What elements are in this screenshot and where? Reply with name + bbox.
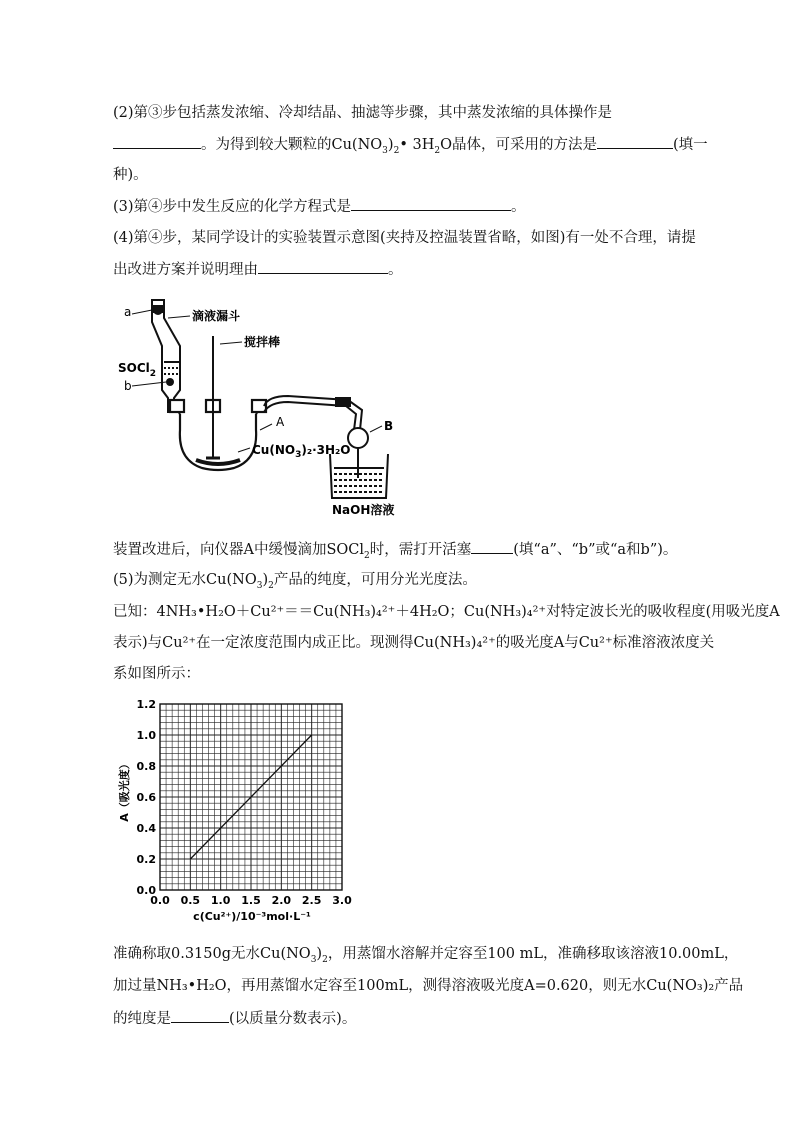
answer-blank-4b[interactable] (471, 539, 513, 554)
answer-blank-2b[interactable] (597, 134, 673, 149)
leader-stirrer (220, 342, 242, 344)
y-tick-label: 1.0 (136, 729, 156, 742)
y-tick-label: 0.6 (136, 791, 156, 804)
x-tick-label: 3.0 (332, 894, 352, 907)
answer-blank-3[interactable] (351, 196, 511, 211)
q4-line2: 出改进方案并说明理由 。 (113, 259, 403, 280)
q5-line1: (5)为测定无水$Cu(NO_3)_2$产品的纯度，可用分光光度法。 (113, 572, 477, 591)
q5b-line1: 准确称取0.3150g无水$Cu(NO_3)_2$，用蒸馏水溶解并定容至100 mL，准确移取该溶液10.00mL， (113, 946, 739, 965)
chart-ylabel: A（吸光度） (118, 758, 131, 822)
q4-line1: (4)第④步，某同学设计的实验装置示意图(夹持及控温装置省略，如图)有一处不合理，请提 (113, 230, 696, 246)
stopcock-a-icon[interactable] (153, 305, 163, 315)
q5b-line2: 加过量NH₃•H₂O，再用蒸馏水定容至100mL，测得溶液吸光度A=0.620，则无水Cu(NO₃)₂产品 (113, 978, 744, 994)
y-tick-label: 0.0 (136, 884, 156, 897)
answer-blank-2a[interactable] (113, 134, 201, 149)
answer-blank-4[interactable] (258, 259, 388, 274)
x-tick-label: 1.0 (210, 894, 231, 907)
q4b-line: 装置改进后，向仪器A中缓慢滴加SOCl$_2$时，需打开活塞 (填“a”、“b”或“a和b”)。 (113, 539, 677, 560)
x-tick-label: 0.5 (180, 894, 201, 907)
label-stirrer: 搅拌棒 (244, 335, 281, 349)
label-bulb-B: B (384, 419, 394, 433)
absorbance-chart (112, 694, 362, 926)
q2-line1: (2)第③步包括蒸发浓缩、冷却结晶、抽滤等步骤，其中蒸发浓缩的具体操作是 (113, 105, 613, 121)
chart-xlabel: c(Cu²⁺)/10⁻³mol·L⁻¹ (193, 910, 311, 923)
q5-line3: 表示)与Cu²⁺在一定浓度范围内成正比。现测得Cu(NH₃)₄²⁺的吸光度A与Cu²⁺标准溶液浓度关 (113, 635, 715, 651)
q5-line2: 已知：4NH₃•H₂O＋Cu²⁺＝＝Cu(NH₃)₄²⁺＋4H₂O；Cu(NH₃)₄²⁺对特定波长光的吸收程度(用吸光度A (113, 604, 780, 620)
x-tick-label: 2.0 (271, 894, 292, 907)
answer-blank-5[interactable] (171, 1008, 229, 1023)
leader-a (132, 310, 152, 314)
y-tick-label: 0.4 (136, 822, 156, 835)
label-a: a (124, 305, 132, 319)
leader-A (260, 424, 272, 430)
label-b: b (124, 379, 132, 393)
q5-line4: 系如图所示： (113, 666, 200, 682)
x-tick-label: 0.0 (150, 894, 170, 907)
leader-B (370, 426, 382, 432)
apparatus-diagram (118, 292, 448, 520)
label-beaker: NaOH溶液 (332, 503, 395, 517)
q2-line3: 种)。 (113, 167, 148, 183)
chart-ticks (137, 698, 353, 907)
x-tick-label: 2.5 (301, 894, 322, 907)
y-tick-label: 0.8 (136, 760, 156, 773)
label-reagent: SOCl$_2$ (118, 361, 157, 379)
q5b-line3: 的纯度是 (以质量分数表示)。 (113, 1008, 356, 1029)
label-funnel: 滴液漏斗 (192, 309, 241, 323)
leader-b (132, 382, 166, 386)
leader-funnel (168, 316, 190, 318)
y-tick-label: 0.2 (136, 853, 156, 866)
x-tick-label: 1.5 (241, 894, 261, 907)
label-content: $Cu(NO_3)_2\cdot 3H_2O$ (252, 443, 351, 460)
leader-content (238, 448, 250, 452)
stopcock-b-icon[interactable] (166, 378, 174, 386)
label-flask-A: A (276, 415, 285, 429)
stirrer-rod (206, 336, 220, 458)
q3-line: (3)第④步中发生反应的化学方程式是 。 (113, 196, 526, 217)
bulb-b (348, 428, 368, 448)
y-tick-label: 1.2 (136, 698, 156, 711)
q2-line2: 。为得到较大颗粒的$Cu(NO_3)_2•$ $3H_2O$晶体，可采用的方法是 (填一 (113, 134, 708, 155)
